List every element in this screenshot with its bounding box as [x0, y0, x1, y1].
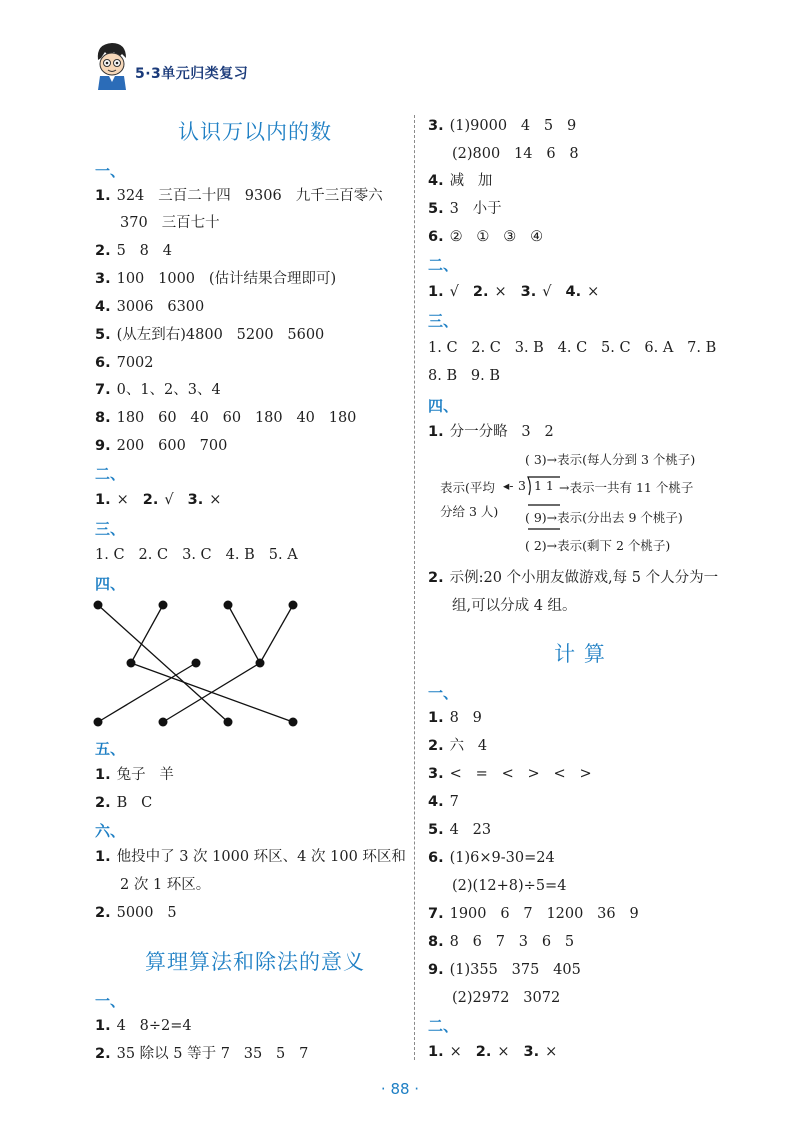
divisor-value: 3 [518, 478, 526, 493]
answer-line: (2)800 14 6 8 [452, 146, 579, 162]
answer-line: 1. 兔子 羊 [95, 767, 174, 783]
answer-line: 1. 8 9 [428, 710, 482, 726]
answer-line: 8. 180 60 40 60 180 40 180 [95, 410, 357, 426]
answer-line: 1. × 2. √ 3. × [95, 492, 222, 508]
part-heading: 四、 [428, 397, 459, 415]
answer-line: 1. 4 8÷2=4 [95, 1018, 192, 1034]
mascot-boy-icon [92, 40, 132, 90]
answer-line: (2)(12+8)÷5=4 [452, 878, 567, 894]
arrow-left-icon: ◂- [503, 478, 514, 493]
part-heading: 三、 [428, 312, 459, 330]
brand-title: 5·3单元归类复习 [135, 66, 249, 82]
answer-line: 1. × 2. × 3. × [428, 1044, 558, 1060]
answer-line: 5. 4 23 [428, 822, 492, 838]
answer-line: 1. 分一分略 3 2 [428, 424, 554, 440]
answer-line: 6. (1)6×9-30=24 [428, 850, 555, 866]
section-title-numbers: 认识万以内的数 [178, 120, 332, 144]
remainder-note: ( 2)→表示(剩下 2 个桃子) [525, 538, 671, 553]
answer-line: 1. C 2. C 3. C 4. B 5. A [95, 547, 298, 563]
answer-line: 3. (1)9000 4 5 9 [428, 118, 577, 134]
matching-lines-diagram [88, 596, 308, 731]
answer-line: 2. 示例:20 个小朋友做游戏,每 5 个人分为一 [428, 570, 719, 586]
page-number: · 88 · [380, 1080, 420, 1098]
part-heading: 二、 [428, 256, 459, 274]
part-heading: 六、 [95, 822, 126, 840]
quotient-note: ( 3)→表示(每人分到 3 个桃子) [525, 452, 696, 467]
column-divider [414, 115, 415, 1060]
answer-line: 6. ② ① ③ ④ [428, 229, 544, 245]
answer-line: 1. 324 三百二十四 9306 九千三百零六 [95, 188, 383, 204]
answer-line: 4. 7 [428, 794, 459, 810]
part-heading: 一、 [95, 992, 126, 1010]
divisor-note-2: 分给 3 人) [440, 504, 499, 519]
answer-line: 2 次 1 环区。 [120, 877, 211, 893]
dividend-note: →表示一共有 11 个桃子 [559, 480, 694, 495]
answer-line: 8. 8 6 7 3 6 5 [428, 934, 575, 950]
answer-line: 6. 7002 [95, 355, 154, 371]
answer-line: 9. 200 600 700 [95, 438, 228, 454]
division-explanation-diagram [440, 450, 760, 560]
answer-line: 1. √ 2. × 3. √ 4. × [428, 284, 600, 300]
answer-line: 1. 他投中了 3 次 1000 环区、4 次 100 环区和 [95, 849, 406, 865]
part-heading: 五、 [95, 740, 126, 758]
answer-line: 370 三百七十 [120, 215, 220, 231]
answer-line: 4. 3006 6300 [95, 299, 205, 315]
answer-line: 3. 100 1000 (估计结果合理即可) [95, 271, 337, 287]
answer-line: 组,可以分成 4 组。 [452, 598, 577, 614]
product-note: ( 9)→表示(分出去 9 个桃子) [525, 510, 683, 525]
answer-line: 5. 3 小于 [428, 201, 502, 217]
section-title-calculation: 计 算 [554, 642, 606, 666]
page-header [92, 40, 332, 96]
answer-line: 2. B C [95, 795, 153, 811]
answer-line: 7. 0、1、2、3、4 [95, 382, 221, 398]
dividend-value: 1 1 [534, 478, 554, 493]
answer-line: 2. 5000 5 [95, 905, 177, 921]
part-heading: 二、 [95, 465, 126, 483]
answer-line: 7. 1900 6 7 1200 36 9 [428, 906, 639, 922]
part-heading: 二、 [428, 1017, 459, 1035]
answer-line: 2. 35 除以 5 等于 7 35 5 7 [95, 1046, 309, 1062]
part-heading: 三、 [95, 520, 126, 538]
part-heading: 一、 [428, 684, 459, 702]
answer-line: 3. < = < > < > [428, 766, 592, 782]
answer-line: 9. (1)355 375 405 [428, 962, 581, 978]
answer-line: 2. 5 8 4 [95, 243, 172, 259]
section-title-division: 算理算法和除法的意义 [145, 950, 365, 974]
answer-line: (2)2972 3072 [452, 990, 561, 1006]
answer-line: 8. B 9. B [428, 368, 501, 384]
answer-line: 1. C 2. C 3. B 4. C 5. C 6. A 7. B [428, 340, 717, 356]
part-heading: 一、 [95, 162, 126, 180]
answer-line: 5. (从左到右)4800 5200 5600 [95, 327, 325, 343]
answer-line: 4. 减 加 [428, 173, 493, 189]
answer-line: 2. 六 4 [428, 738, 488, 754]
long-division-bracket [440, 450, 760, 560]
part-heading: 四、 [95, 575, 126, 593]
divisor-note: 表示(平均 [440, 480, 495, 495]
